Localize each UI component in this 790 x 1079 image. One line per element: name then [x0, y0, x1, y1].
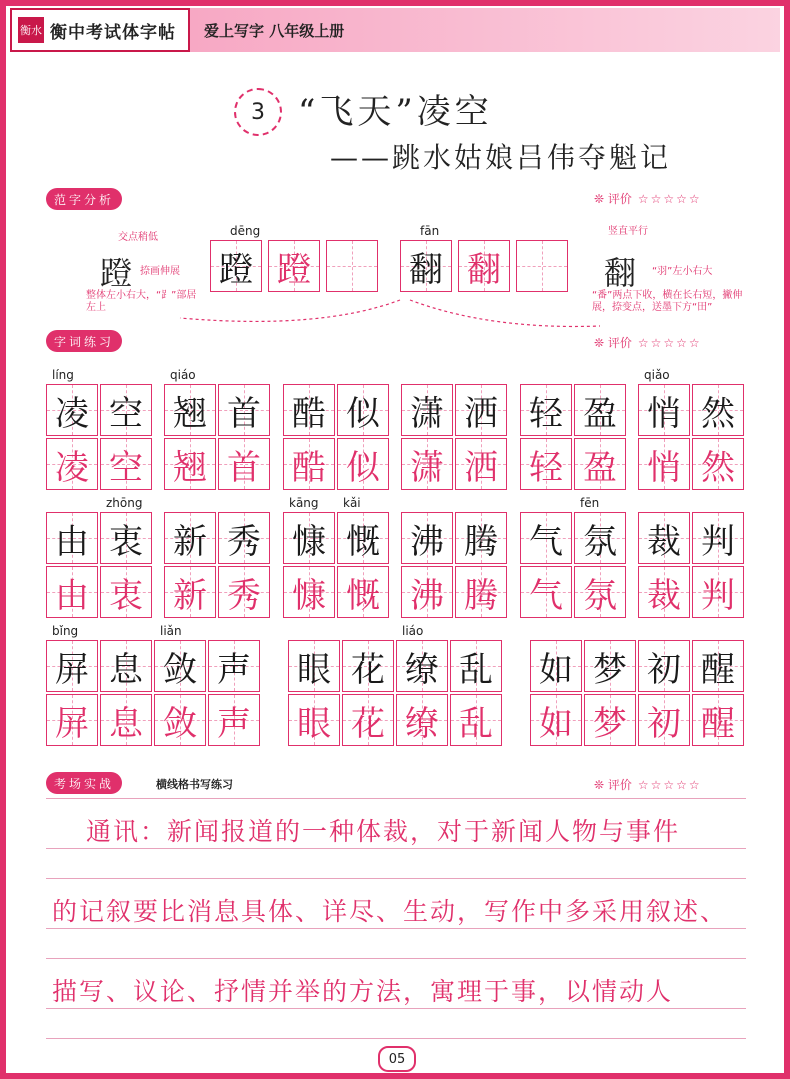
analysis-right-note-right: “羽”左小右大 [652, 266, 713, 277]
model-char-cell [574, 384, 626, 436]
exam-subtitle: 横线格书写练习 [156, 778, 233, 791]
grid-char: 如 [539, 649, 573, 690]
series-title: 衡中考试体字帖 [50, 22, 176, 43]
trace-char-cell [574, 566, 626, 618]
pinyin-label: kǎi [343, 496, 361, 510]
analysis-right-char: 翻 [604, 254, 637, 292]
model-char-cell [692, 512, 744, 564]
grid-char: 翻 [409, 249, 443, 290]
trace-char-cell [283, 566, 335, 618]
model-char-cell [401, 512, 453, 564]
grid-char: 秀 [227, 575, 261, 616]
model-char-cell [455, 384, 507, 436]
grid-char: 敛 [163, 649, 197, 690]
trace-char-cell [208, 694, 260, 746]
analysis-left-char: 蹬 [100, 254, 133, 292]
pinyin-label: liǎn [160, 624, 182, 638]
ruled-line [46, 848, 746, 849]
model-char-cell [638, 640, 690, 692]
grid-char: 空 [109, 393, 143, 434]
grid-char: 眼 [297, 649, 331, 690]
grid-char: 然 [701, 393, 735, 434]
trace-char-cell [337, 438, 389, 490]
grid-char: 初 [647, 703, 681, 744]
grid-char: 慨 [346, 575, 380, 616]
grid-char: 沸 [410, 575, 444, 616]
trace-char-cell [530, 694, 582, 746]
model-char-cell [46, 512, 98, 564]
grid-char: 似 [346, 447, 380, 488]
pinyin-label: bǐng [52, 624, 79, 638]
model-char-cell [210, 240, 262, 292]
grid-char: 盈 [583, 393, 617, 434]
grid-char: 洒 [464, 393, 498, 434]
model-char-cell [584, 640, 636, 692]
grid-char: 翘 [173, 447, 207, 488]
rating-icon: ❊ [594, 336, 608, 350]
ruled-line [46, 878, 746, 879]
grid-char: 首 [227, 447, 261, 488]
trace-char-cell [218, 566, 270, 618]
analysis-left-note-bottom: 整体左小右大，“⻊”部居左上 [86, 290, 197, 313]
trace-char-cell [455, 566, 507, 618]
trace-char-cell [268, 240, 320, 292]
grid-char: 眼 [297, 703, 331, 744]
grid-char: 由 [55, 521, 89, 562]
analysis-right-note-top: 竖直平行 [608, 226, 648, 237]
grid-char: 初 [647, 649, 681, 690]
model-char-cell [396, 640, 448, 692]
pinyin-label: zhōng [106, 496, 143, 510]
model-char-cell [46, 384, 98, 436]
trace-char-cell [638, 566, 690, 618]
model-char-cell [401, 384, 453, 436]
model-char-cell [100, 512, 152, 564]
grid-char: 潇 [410, 447, 444, 488]
grid-char: 轻 [529, 393, 563, 434]
grid-char: 气 [529, 575, 563, 616]
model-char-cell [638, 512, 690, 564]
ruled-line [46, 798, 746, 799]
grid-char: 沸 [410, 521, 444, 562]
model-char-cell [164, 384, 216, 436]
grid-char: 翻 [467, 249, 501, 290]
trace-char-cell [46, 438, 98, 490]
writing-line-1: 通讯：新闻报道的一种体裁，对于新闻人物与事件 [86, 817, 681, 846]
analysis-left-note-top: 交点稍低 [118, 232, 158, 243]
ruled-line [46, 958, 746, 959]
grid-char: 空 [109, 447, 143, 488]
lesson-title: “飞天”凌空 [298, 92, 493, 132]
grid-char: 秀 [227, 521, 261, 562]
grid-char: 梦 [593, 649, 627, 690]
grid-char: 裁 [647, 521, 681, 562]
grid-char: 新 [173, 521, 207, 562]
grid-char: 气 [529, 521, 563, 562]
grid-char: 凌 [55, 447, 89, 488]
trace-char-cell [450, 694, 502, 746]
empty-practice-cell[interactable] [516, 240, 568, 292]
trace-char-cell [100, 566, 152, 618]
analysis-right-note-bottom: “番”两点下收，横在长右短，撇伸展，捺变点，送墨下方“田” [592, 290, 743, 313]
grid-char: 衷 [109, 575, 143, 616]
grid-char: 似 [346, 393, 380, 434]
trace-char-cell [584, 694, 636, 746]
model-char-cell [455, 512, 507, 564]
trace-char-cell [520, 438, 572, 490]
book-title: 爱上写字 八年级上册 [190, 8, 780, 52]
trace-char-cell [164, 566, 216, 618]
model-char-cell [692, 384, 744, 436]
grid-char: 凌 [55, 393, 89, 434]
trace-char-cell [337, 566, 389, 618]
rating-icon: ❊ [594, 192, 608, 206]
analysis-left-pinyin: dēng [230, 224, 261, 238]
grid-char: 然 [701, 447, 735, 488]
analysis-arrows [160, 296, 620, 330]
writing-line-3: 描写、议论、抒情并举的方法，寓理于事，以情动人 [52, 977, 674, 1006]
model-char-cell [530, 640, 582, 692]
trace-char-cell [574, 438, 626, 490]
model-char-cell [46, 640, 98, 692]
section-badge-exam: 考场实战 [46, 772, 122, 794]
trace-char-cell [455, 438, 507, 490]
grid-char: 腾 [464, 521, 498, 562]
model-char-cell [283, 384, 335, 436]
model-char-cell [520, 384, 572, 436]
model-char-cell [218, 384, 270, 436]
rating-stars[interactable]: ☆☆☆☆☆ [637, 336, 702, 350]
grid-char: 洒 [464, 447, 498, 488]
lesson-number: 3 [234, 88, 282, 136]
grid-char: 裁 [647, 575, 681, 616]
model-char-cell [400, 240, 452, 292]
trace-char-cell [692, 438, 744, 490]
series-logo: 衡水 [18, 17, 44, 43]
grid-char: 息 [109, 703, 143, 744]
grid-char: 判 [701, 575, 735, 616]
model-char-cell [283, 512, 335, 564]
grid-char: 蹬 [277, 249, 311, 290]
grid-char: 花 [351, 649, 385, 690]
model-char-cell [164, 512, 216, 564]
grid-char: 敛 [163, 703, 197, 744]
trace-char-cell [401, 438, 453, 490]
trace-char-cell [342, 694, 394, 746]
section-badge-practice: 字词练习 [46, 330, 122, 352]
trace-char-cell [288, 694, 340, 746]
grid-char: 慷 [292, 521, 326, 562]
pinyin-label: liáo [402, 624, 424, 638]
model-char-cell [342, 640, 394, 692]
model-char-cell [100, 384, 152, 436]
grid-char: 声 [217, 649, 251, 690]
ruled-line [46, 1008, 746, 1009]
trace-char-cell [520, 566, 572, 618]
model-char-cell [520, 512, 572, 564]
grid-char: 新 [173, 575, 207, 616]
model-char-cell [638, 384, 690, 436]
rating-stars[interactable]: ☆☆☆☆☆ [637, 778, 702, 792]
rating-practice [594, 334, 702, 351]
model-char-cell [450, 640, 502, 692]
model-char-cell [154, 640, 206, 692]
grid-char: 慷 [292, 575, 326, 616]
grid-char: 花 [351, 703, 385, 744]
grid-char: 悄 [647, 393, 681, 434]
grid-char: 氛 [583, 575, 617, 616]
grid-char: 乱 [459, 703, 493, 744]
model-char-cell [208, 640, 260, 692]
trace-char-cell [100, 438, 152, 490]
grid-char: 潇 [410, 393, 444, 434]
grid-char: 屏 [55, 649, 89, 690]
grid-char: 缭 [405, 703, 439, 744]
grid-char: 悄 [647, 447, 681, 488]
pinyin-label: fēn [580, 496, 600, 510]
grid-char: 乱 [459, 649, 493, 690]
grid-char: 醒 [701, 649, 735, 690]
empty-practice-cell[interactable] [326, 240, 378, 292]
grid-char: 由 [55, 575, 89, 616]
model-char-cell [100, 640, 152, 692]
grid-char: 首 [227, 393, 261, 434]
model-char-cell [218, 512, 270, 564]
model-char-cell [337, 512, 389, 564]
rating-analysis [594, 190, 702, 207]
trace-char-cell [638, 694, 690, 746]
trace-char-cell [692, 694, 744, 746]
trace-char-cell [396, 694, 448, 746]
rating-label: 评价 [607, 778, 632, 792]
grid-char: 酷 [292, 447, 326, 488]
grid-char: 声 [217, 703, 251, 744]
grid-char: 醒 [701, 703, 735, 744]
section-badge-analysis: 范字分析 [46, 188, 122, 210]
rating-stars[interactable]: ☆☆☆☆☆ [637, 192, 702, 206]
grid-char: 息 [109, 649, 143, 690]
trace-char-cell [638, 438, 690, 490]
grid-char: 屏 [55, 703, 89, 744]
page-number: 05 [378, 1046, 416, 1072]
ruled-line [46, 1038, 746, 1039]
rating-label: 评价 [607, 336, 632, 350]
trace-char-cell [154, 694, 206, 746]
grid-char: 翘 [173, 393, 207, 434]
trace-char-cell [46, 694, 98, 746]
pinyin-label: qiǎo [644, 368, 670, 382]
model-char-cell [692, 640, 744, 692]
grid-char: 蹬 [219, 249, 253, 290]
grid-char: 氛 [583, 521, 617, 562]
lesson-subtitle: ——跳水姑娘吕伟夺魁记 [330, 141, 672, 174]
trace-char-cell [458, 240, 510, 292]
grid-char: 判 [701, 521, 735, 562]
series-banner [10, 8, 190, 52]
grid-char: 慨 [346, 521, 380, 562]
analysis-right-pinyin: fān [420, 224, 440, 238]
grid-char: 腾 [464, 575, 498, 616]
trace-char-cell [100, 694, 152, 746]
rating-icon: ❊ [594, 778, 608, 792]
pinyin-label: líng [52, 368, 74, 382]
model-char-cell [574, 512, 626, 564]
trace-char-cell [692, 566, 744, 618]
grid-char: 缭 [405, 649, 439, 690]
page-header [10, 8, 780, 52]
analysis-left-note-right: 捺画伸展 [140, 266, 180, 277]
trace-char-cell [218, 438, 270, 490]
model-char-cell [288, 640, 340, 692]
trace-char-cell [46, 566, 98, 618]
trace-char-cell [283, 438, 335, 490]
trace-char-cell [164, 438, 216, 490]
rating-exam [594, 776, 702, 793]
rating-label: 评价 [607, 192, 632, 206]
grid-char: 梦 [593, 703, 627, 744]
grid-char: 酷 [292, 393, 326, 434]
pinyin-label: kāng [289, 496, 319, 510]
writing-line-2: 的记叙要比消息具体、详尽、生动，写作中多采用叙述、 [52, 897, 728, 926]
ruled-line [46, 928, 746, 929]
trace-char-cell [401, 566, 453, 618]
pinyin-label: qiáo [170, 368, 196, 382]
model-char-cell [337, 384, 389, 436]
grid-char: 衷 [109, 521, 143, 562]
grid-char: 如 [539, 703, 573, 744]
grid-char: 盈 [583, 447, 617, 488]
grid-char: 轻 [529, 447, 563, 488]
